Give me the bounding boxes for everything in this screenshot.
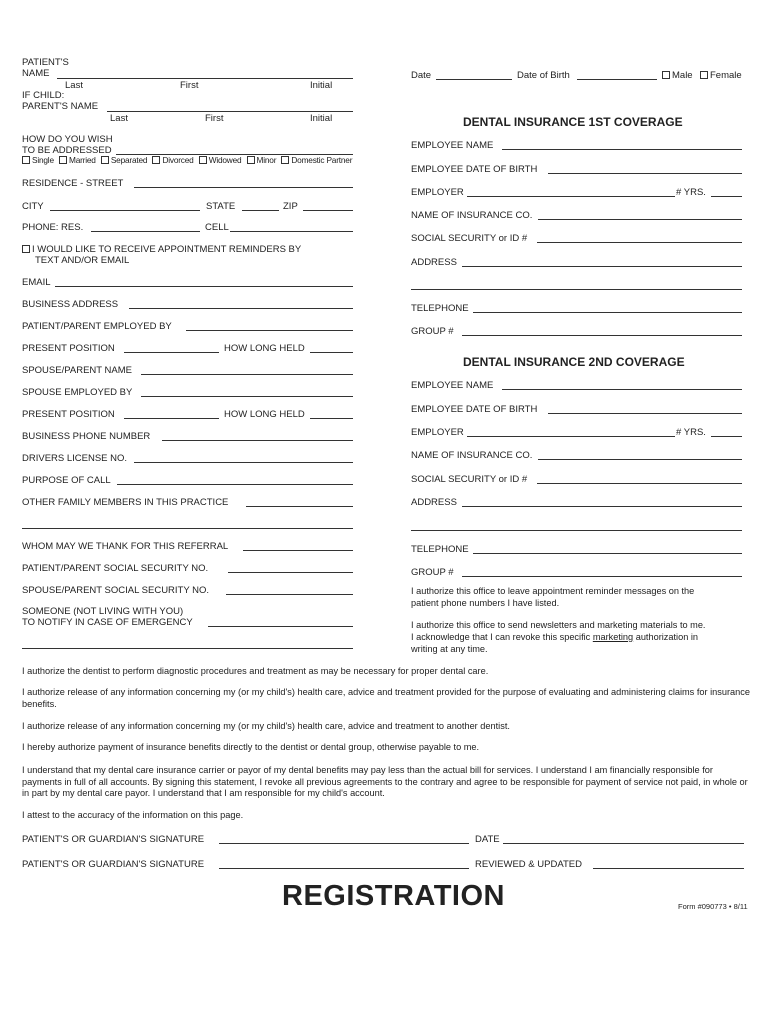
spouse-ssn-label: SPOUSE/PARENT SOCIAL SECURITY NO. <box>22 585 210 596</box>
ins2-employee-dob-field[interactable] <box>548 413 742 414</box>
dob-label: Date of Birth <box>517 70 570 81</box>
phone-res-field[interactable] <box>91 231 200 232</box>
male-option[interactable] <box>662 70 693 81</box>
consent-paragraph-4: I hereby authorize payment of insurance benefits directly to the dentist or dental group, otherwise payable to me. <box>22 742 480 752</box>
ins2-yrs-label: # YRS. <box>676 427 706 438</box>
ins1-group-label: GROUP # <box>411 326 454 337</box>
male-label: Male <box>672 70 693 81</box>
ins2-ssn-label: SOCIAL SECURITY or ID # <box>411 474 528 485</box>
status-separated[interactable] <box>101 155 148 165</box>
drivers-license-label: DRIVERS LICENSE NO. <box>22 453 128 464</box>
status-label: Divorced <box>162 155 194 165</box>
auth-reminder-text-1: I authorize this office to leave appointment reminder messages on the <box>411 586 695 596</box>
present-position-field-2[interactable] <box>124 418 219 419</box>
form-number: Form #090773 • 8/11 <box>678 902 748 911</box>
zip-field[interactable] <box>303 210 353 211</box>
state-label: STATE <box>206 201 236 212</box>
ins2-yrs-field[interactable] <box>711 436 742 437</box>
checkbox-icon[interactable] <box>662 71 670 79</box>
ins1-yrs-label: # YRS. <box>676 187 706 198</box>
ins2-ssn-field[interactable] <box>537 483 742 484</box>
present-position-field[interactable] <box>124 352 219 353</box>
auth-newsletter-text-2 <box>411 632 698 643</box>
patient-employed-by-field[interactable] <box>186 330 353 331</box>
date-field[interactable] <box>436 79 512 80</box>
sub-label-initial: Initial <box>310 80 333 91</box>
residence-field[interactable] <box>134 187 353 188</box>
ins1-telephone-label: TELEPHONE <box>411 303 469 314</box>
cell-label: CELL <box>205 222 229 233</box>
patient-name-field[interactable] <box>57 78 353 79</box>
business-address-field[interactable] <box>129 308 353 309</box>
purpose-of-call-label: PURPOSE OF CALL <box>22 475 111 486</box>
ins1-insurance-co-label: NAME OF INSURANCE CO. <box>411 210 533 221</box>
date-sign-label: DATE <box>475 834 500 845</box>
auth-newsletter-part-c: authorization in <box>633 632 699 642</box>
marital-status-options <box>22 155 355 165</box>
present-position-label-2: PRESENT POSITION <box>22 409 115 420</box>
ins2-group-label: GROUP # <box>411 567 454 578</box>
referral-label: WHOM MAY WE THANK FOR THIS REFERRAL <box>22 541 229 552</box>
ins1-telephone-field[interactable] <box>473 312 742 313</box>
checkbox-icon[interactable] <box>59 156 67 164</box>
ins1-employer-field[interactable] <box>467 196 675 197</box>
status-label: Single <box>32 155 54 165</box>
status-label: Married <box>68 155 96 165</box>
reviewed-label: REVIEWED & UPDATED <box>475 859 582 870</box>
checkbox-icon[interactable] <box>22 156 30 164</box>
reminder-label-2: TEXT AND/OR EMAIL <box>35 255 130 266</box>
how-long-held-field-2[interactable] <box>310 418 353 419</box>
auth-newsletter-marketing: marketing <box>592 632 634 642</box>
parents-name-label: PARENT'S NAME <box>22 101 99 112</box>
dob-field[interactable] <box>577 79 657 80</box>
spouse-employed-by-field[interactable] <box>141 396 353 397</box>
checkbox-icon[interactable] <box>700 71 708 79</box>
ins1-insurance-co-field[interactable] <box>538 219 742 220</box>
drivers-license-field[interactable] <box>134 462 353 463</box>
email-label: EMAIL <box>22 277 51 288</box>
status-label: Domestic Partner <box>291 155 353 165</box>
spouse-ssn-field[interactable] <box>226 594 353 595</box>
form-title: REGISTRATION <box>282 880 505 912</box>
ins1-employee-dob-label: EMPLOYEE DATE OF BIRTH <box>411 164 538 175</box>
status-minor[interactable] <box>247 155 277 165</box>
if-child-label: IF CHILD: <box>22 90 65 101</box>
ins1-ssn-label: SOCIAL SECURITY or ID # <box>411 233 528 244</box>
ins1-employee-dob-field[interactable] <box>548 173 742 174</box>
residence-label: RESIDENCE - STREET <box>22 178 124 189</box>
consent-paragraph-1: I authorize the dentist to perform diagnostic procedures and treatment as may be necessary for proper dental care. <box>22 666 489 676</box>
parent-name-field[interactable] <box>107 111 353 112</box>
status-domestic-partner[interactable] <box>281 155 352 165</box>
checkbox-icon[interactable] <box>22 245 30 253</box>
ins2-telephone-label: TELEPHONE <box>411 544 469 555</box>
referral-field[interactable] <box>243 550 353 551</box>
insurance-1-heading: DENTAL INSURANCE 1ST COVERAGE <box>463 115 683 129</box>
status-married[interactable] <box>59 155 96 165</box>
checkbox-icon[interactable] <box>281 156 289 164</box>
auth-reminder-text-2: patient phone numbers I have listed. <box>411 598 560 608</box>
sub-label-first: First <box>180 80 199 91</box>
signature-label-1: PATIENT'S OR GUARDIAN'S SIGNATURE <box>22 834 205 845</box>
emergency-field[interactable] <box>208 626 353 627</box>
emergency-label-2: TO NOTIFY IN CASE OF EMERGENCY <box>22 617 193 628</box>
ins2-telephone-field[interactable] <box>473 553 742 554</box>
consent-paragraph-6: I attest to the accuracy of the information on this page. <box>22 810 244 820</box>
female-label: Female <box>710 70 742 81</box>
insurance-2-heading: DENTAL INSURANCE 2ND COVERAGE <box>463 355 685 369</box>
ins1-address-field-2[interactable] <box>411 289 742 290</box>
date-sign-field[interactable] <box>503 843 744 844</box>
state-field[interactable] <box>242 210 279 211</box>
business-address-label: BUSINESS ADDRESS <box>22 299 119 310</box>
business-phone-label: BUSINESS PHONE NUMBER <box>22 431 151 442</box>
female-option[interactable] <box>700 70 742 81</box>
how-long-held-label-2: HOW LONG HELD <box>224 409 305 420</box>
status-divorced[interactable] <box>152 155 193 165</box>
sub-label-last: Last <box>65 80 83 91</box>
signature-field-1[interactable] <box>219 843 469 844</box>
present-position-label: PRESENT POSITION <box>22 343 115 354</box>
auth-newsletter-text-3: writing at any time. <box>411 644 488 654</box>
signature-label-2: PATIENT'S OR GUARDIAN'S SIGNATURE <box>22 859 205 870</box>
ins2-employer-label: EMPLOYER <box>411 427 464 438</box>
spouse-name-field[interactable] <box>141 374 353 375</box>
sub-label-last-2: Last <box>110 113 128 124</box>
patient-employed-by-label: PATIENT/PARENT EMPLOYED BY <box>22 321 172 332</box>
other-family-label: OTHER FAMILY MEMBERS IN THIS PRACTICE <box>22 497 229 508</box>
ins2-address-label: ADDRESS <box>411 497 457 508</box>
ins1-address-field[interactable] <box>462 266 742 267</box>
reminder-option[interactable] <box>22 244 301 255</box>
sub-label-first-2: First <box>205 113 224 124</box>
patient-ssn-field[interactable] <box>228 572 353 573</box>
date-label: Date <box>411 70 432 81</box>
status-widowed[interactable] <box>199 155 242 165</box>
checkbox-icon[interactable] <box>247 156 255 164</box>
cell-field[interactable] <box>230 231 353 232</box>
ins1-employer-label: EMPLOYER <box>411 187 464 198</box>
consent-paragraph-3: I authorize release of any information concerning my (or my child's) health care, advice and treatment to another dentist. <box>22 721 510 731</box>
city-field[interactable] <box>50 210 200 211</box>
ins2-insurance-co-label: NAME OF INSURANCE CO. <box>411 450 533 461</box>
spouse-name-label: SPOUSE/PARENT NAME <box>22 365 132 376</box>
consent-paragraph-5: I understand that my dental care insurance carrier or payor of my dental benefits may pay less than the actual bill for services. I understand I am financially responsible for payments in full of all accounts. By signing this statement, I revoke all previous agreements to the contrary and agree to be responsible for payment of service not paid, in whole or in part by my dental care payor. I understand that I am responsible for my child's account. <box>22 765 748 798</box>
status-label: Widowed <box>208 155 242 165</box>
ins2-employee-name-field[interactable] <box>502 389 742 390</box>
phone-res-label: PHONE: RES. <box>22 222 84 233</box>
signature-field-2[interactable] <box>219 868 469 869</box>
city-label: CITY <box>22 201 44 212</box>
reviewed-field[interactable] <box>593 868 744 869</box>
how-long-held-label: HOW LONG HELD <box>224 343 305 354</box>
reminder-label-1: I WOULD LIKE TO RECEIVE APPOINTMENT REMINDERS BY <box>32 244 302 255</box>
ins2-insurance-co-field[interactable] <box>538 459 742 460</box>
business-phone-field[interactable] <box>162 440 353 441</box>
status-single[interactable] <box>22 155 54 165</box>
ins1-employee-name-field[interactable] <box>502 149 742 150</box>
ins1-employee-name-label: EMPLOYEE NAME <box>411 140 494 151</box>
auth-newsletter-text-1: I authorize this office to send newsletters and marketing materials to me. <box>411 620 706 630</box>
ins2-employee-name-label: EMPLOYEE NAME <box>411 380 494 391</box>
ins2-address-field-2[interactable] <box>411 530 742 531</box>
ins1-group-field[interactable] <box>462 335 742 336</box>
sub-label-initial-2: Initial <box>310 113 333 124</box>
other-family-field-2[interactable] <box>22 528 353 529</box>
emergency-label-1: SOMEONE (NOT LIVING WITH YOU) <box>22 606 184 617</box>
other-family-field[interactable] <box>246 506 353 507</box>
auth-newsletter-part-a: I acknowledge that I can revoke this specific <box>411 632 593 642</box>
status-label: Minor <box>256 155 277 165</box>
ins1-yrs-field[interactable] <box>711 196 742 197</box>
ins2-employee-dob-label: EMPLOYEE DATE OF BIRTH <box>411 404 538 415</box>
checkbox-icon[interactable] <box>101 156 109 164</box>
checkbox-icon[interactable] <box>199 156 207 164</box>
ins1-ssn-field[interactable] <box>537 242 742 243</box>
ins2-address-field[interactable] <box>462 506 742 507</box>
how-wish-label-2: TO BE ADDRESSED <box>22 145 112 156</box>
zip-label: ZIP <box>283 201 298 212</box>
patient-ssn-label: PATIENT/PARENT SOCIAL SECURITY NO. <box>22 563 209 574</box>
ins2-employer-field[interactable] <box>467 436 675 437</box>
emergency-field-2[interactable] <box>22 648 353 649</box>
patients-name-label-2: NAME <box>22 68 50 79</box>
purpose-of-call-field[interactable] <box>117 484 353 485</box>
how-wish-label-1: HOW DO YOU WISH <box>22 134 113 145</box>
spouse-employed-by-label: SPOUSE EMPLOYED BY <box>22 387 133 398</box>
ins2-group-field[interactable] <box>462 576 742 577</box>
consent-paragraph-2: I authorize release of any information concerning my (or my child's) health care, advice and treatment provided for the purpose of evaluating and administering claims for insurance benefits. <box>22 687 750 709</box>
ins1-address-label: ADDRESS <box>411 257 457 268</box>
checkbox-icon[interactable] <box>152 156 160 164</box>
patients-name-label-1: PATIENT'S <box>22 57 69 68</box>
email-field[interactable] <box>55 286 353 287</box>
status-label: Separated <box>110 155 148 165</box>
how-long-held-field[interactable] <box>310 352 353 353</box>
